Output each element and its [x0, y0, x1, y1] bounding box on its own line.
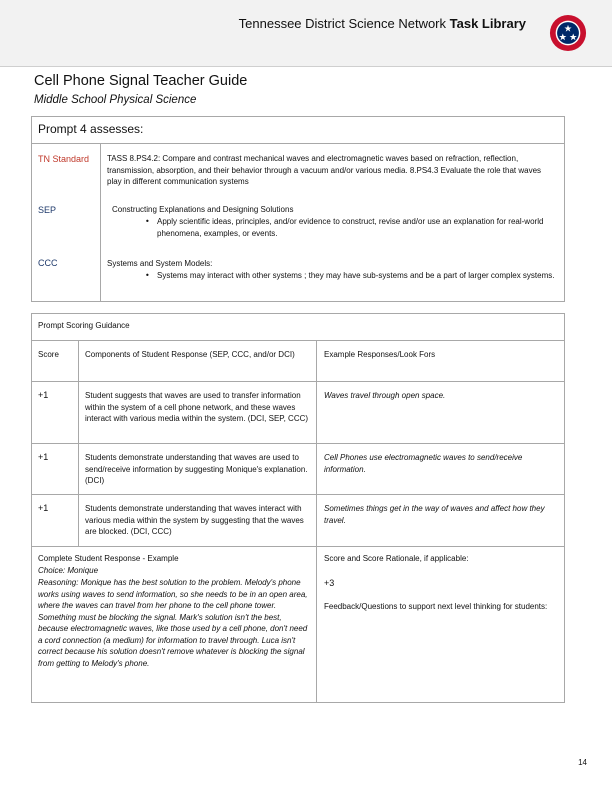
sep-label: SEP	[38, 205, 57, 215]
complete-response-choice: Choice: Monique	[38, 566, 99, 575]
ccc-bullet-text: Systems may interact with other systems ; they may have sub-systems and be a part of larger complex systems.	[157, 271, 555, 280]
page-header	[0, 0, 612, 67]
ccc-title: Systems and System Models:	[107, 259, 213, 268]
tn-standard-text: TASS 8.PS4.2: Compare and contrast mechanical waves and electromagnetic waves based on refraction, reflection, transmission, absorption, and their behavior through a vacuum and/or various media. 8.PS4.3 Evaluate the role that waves play in different communication systems	[107, 154, 542, 186]
header-title-bold: Task Library	[449, 16, 526, 31]
tennessee-seal-icon	[549, 14, 587, 52]
complete-response-reasoning: Reasoning: Monique has the best solution to the problem. Melody's phone works using waves to send information, so she needs to be in an open area, where the waves can travel from her phone to the cell phone tower. Something must be blocking the signal. Mark's solution isn't the best, because electromagnetic waves, like those used by a cell phone, don't need a cord connection (a medium) for information to travel through. Luca isn't correct because his solution doesn't remove whatever is blocking the signal from getting to Melody's phone.	[38, 578, 308, 668]
assesses-heading: Prompt 4 assesses:	[38, 122, 144, 136]
header-title-plain: Tennessee District Science Network	[238, 16, 447, 31]
tn-standard-label: TN Standard	[38, 154, 90, 164]
col-components-header: Components of Student Response (SEP, CCC, and/or DCI)	[85, 350, 295, 359]
header-title	[239, 16, 526, 31]
row2-score: +1	[38, 452, 49, 462]
complete-response-heading: Complete Student Response - Example	[38, 554, 179, 563]
score-value: +3	[324, 578, 335, 588]
row2-example: Cell Phones use electromagnetic waves to send/receive information.	[324, 453, 523, 474]
sep-bullet-text: Apply scientific ideas, principles, and/or evidence to construct, revise and/or use an explanation for real-world phenomena, examples, or events.	[157, 217, 544, 238]
ccc-label: CCC	[38, 258, 58, 268]
row2-component: Students demonstrate understanding that waves are used to send/receive information by suggesting Monique's explanation. (DCI)	[85, 453, 308, 485]
page-subtitle: Middle School Physical Science	[34, 94, 197, 106]
row1-score: +1	[38, 390, 49, 400]
sep-title: Constructing Explanations and Designing Solutions	[112, 205, 294, 214]
scoring-heading: Prompt Scoring Guidance	[38, 321, 130, 330]
row3-component: Students demonstrate understanding that waves interact with various media within the system by suggesting that the waves are blocked. (DCI, CCC)	[85, 504, 304, 536]
col-score-header: Score	[38, 350, 59, 359]
page-title: Cell Phone Signal Teacher Guide	[34, 73, 248, 89]
row3-score: +1	[38, 503, 49, 513]
row1-component: Student suggests that waves are used to transfer information within the system of a cell phone network, and these waves interact with various media within the system. (DCI, SEP, CCC)	[85, 391, 309, 423]
bullet-icon: •	[145, 217, 150, 226]
col-examples-header: Example Responses/Look Fors	[324, 350, 436, 359]
page-number: 14	[578, 758, 587, 767]
bullet-icon: •	[145, 271, 150, 280]
row3-example: Sometimes things get in the way of waves and affect how they travel.	[324, 504, 545, 525]
feedback-heading: Feedback/Questions to support next level thinking for students:	[324, 602, 548, 611]
score-rationale-heading: Score and Score Rationale, if applicable:	[324, 554, 469, 563]
row1-example: Waves travel through open space.	[324, 391, 446, 400]
